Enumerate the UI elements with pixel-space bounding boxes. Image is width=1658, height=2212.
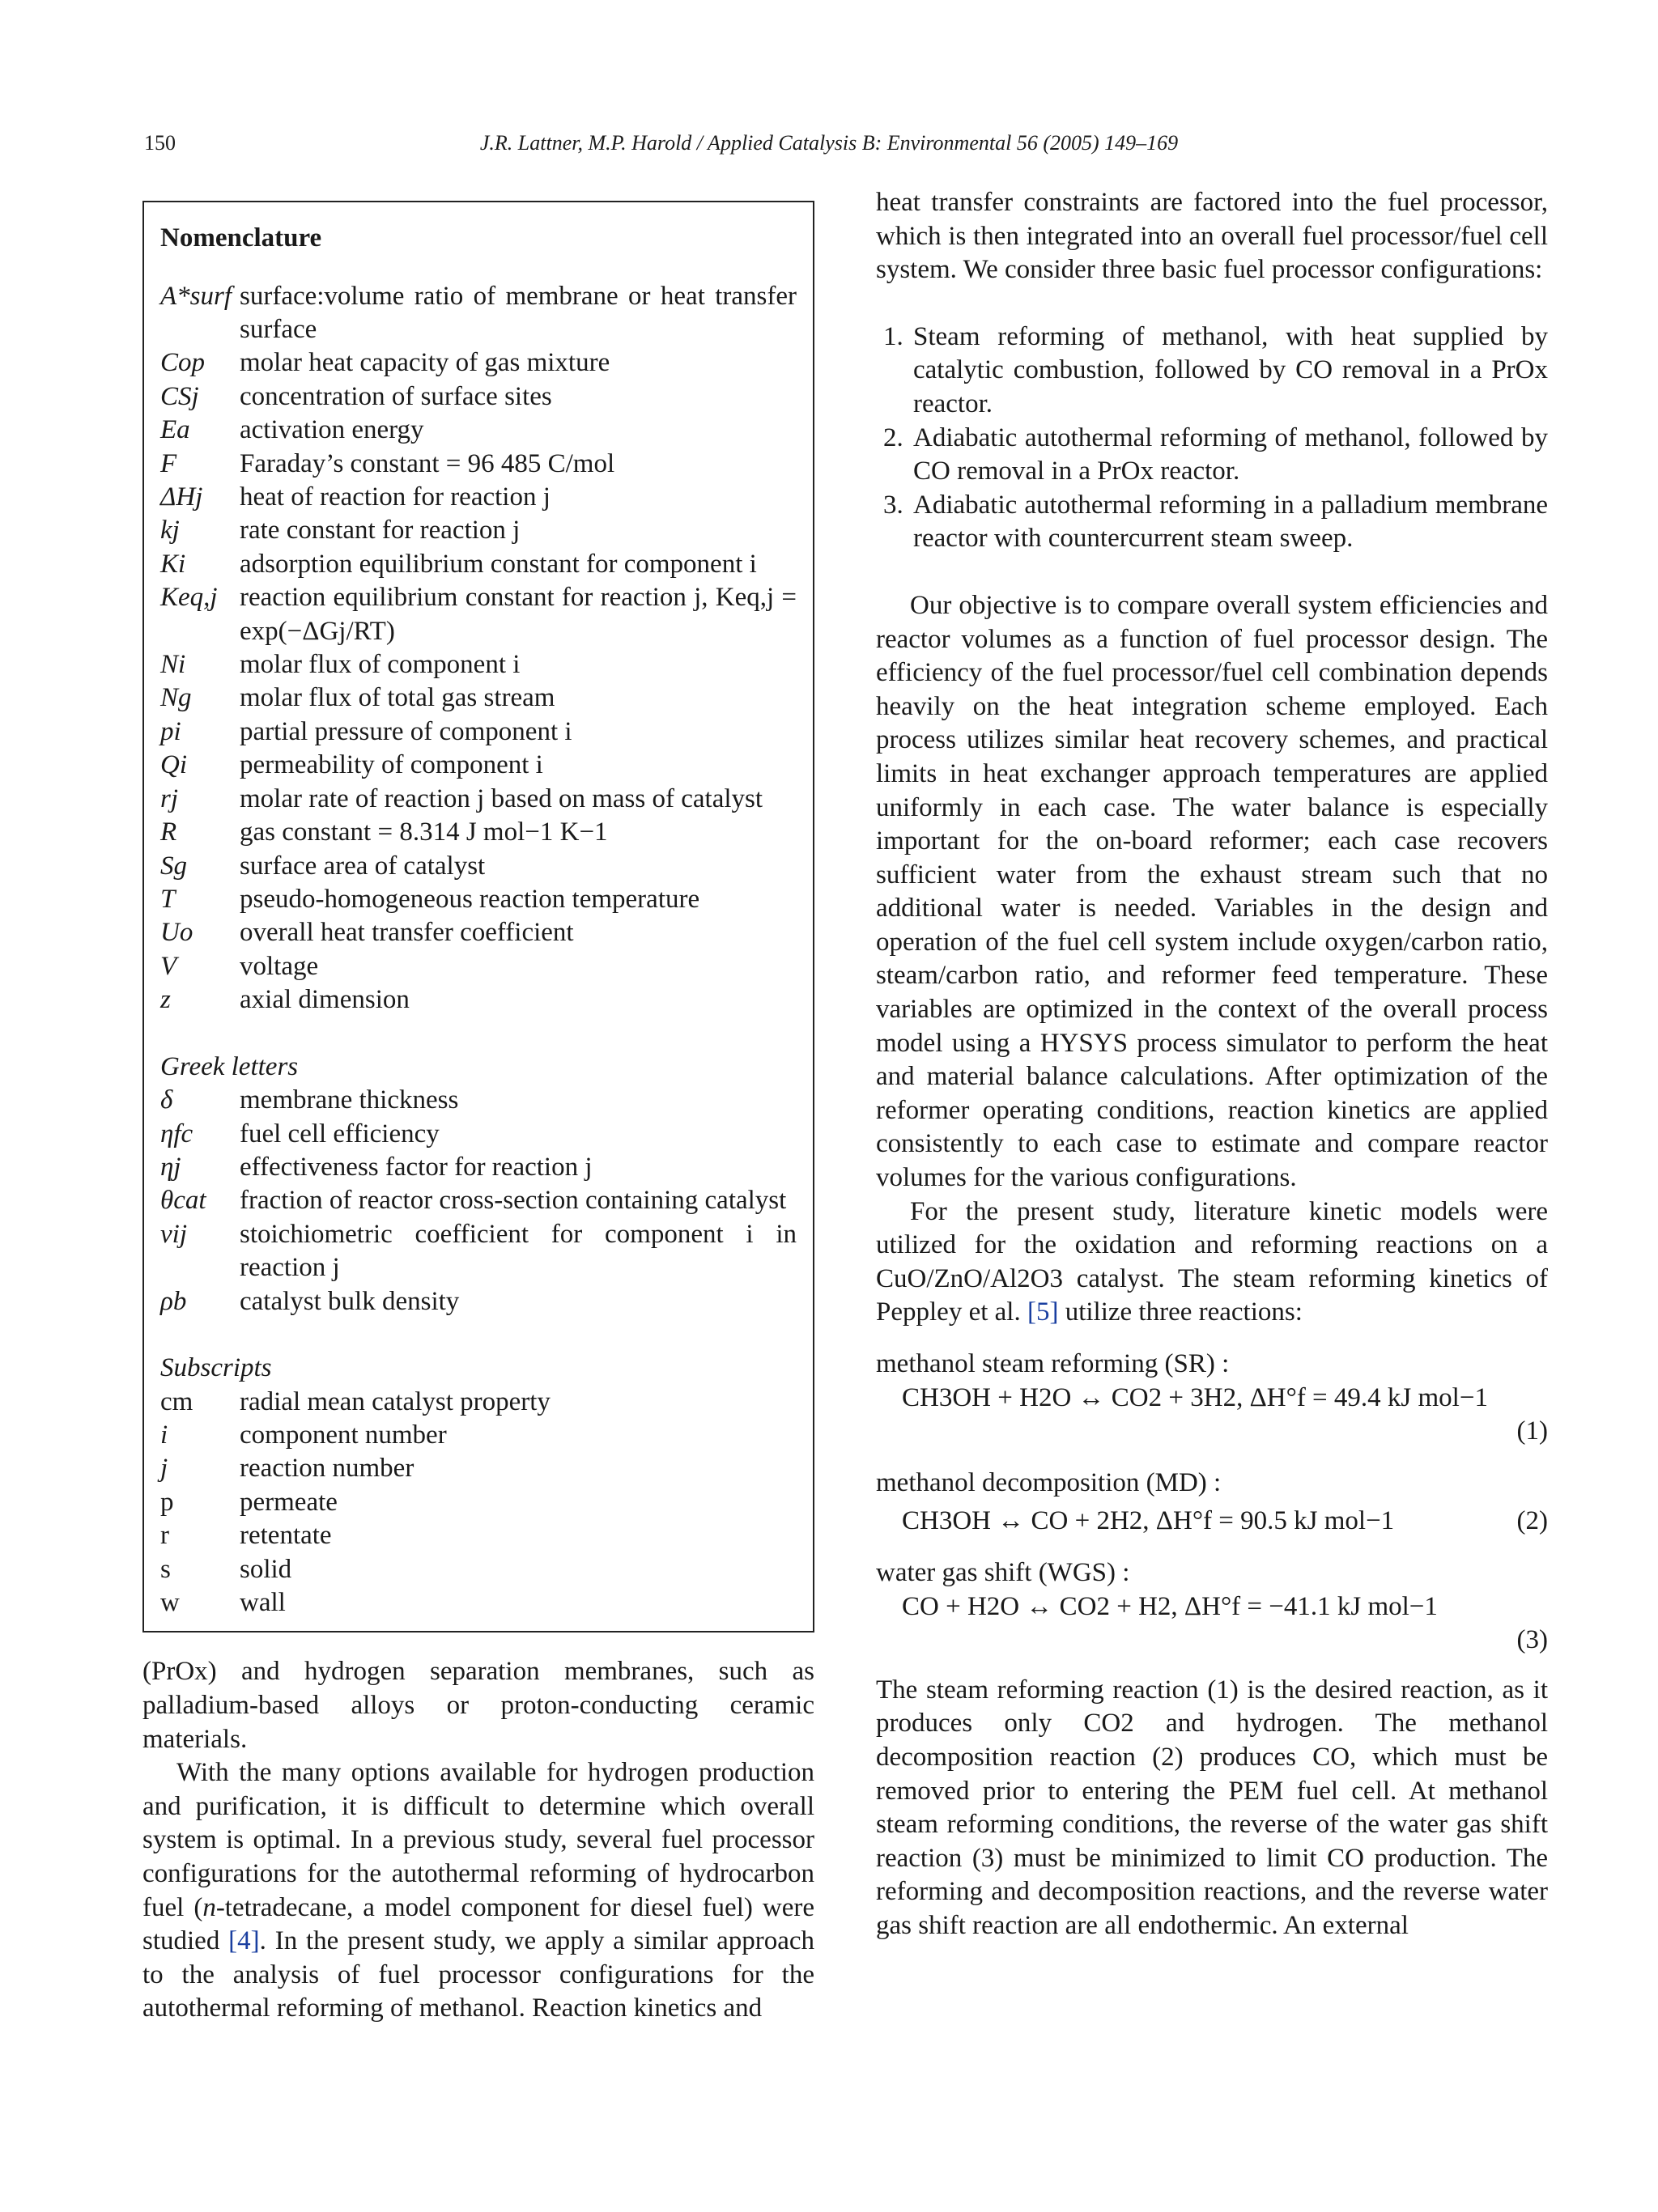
equation-block-3 (876, 1556, 1548, 1658)
nomenclature-description: wall (240, 1588, 286, 1617)
list-item: 3. Adiabatic autothermal reforming in a palladium membrane reactor with countercurrent steam sweep. (910, 489, 1548, 556)
nomenclature-description: reaction equilibrium constant for reaction j, Keq,j = exp(−ΔGj/RT) (240, 583, 797, 646)
nomenclature-description: component number (240, 1420, 447, 1450)
nomenclature-row (160, 1386, 797, 1419)
nomenclature-row (160, 548, 797, 581)
nomenclature-description: axial dimension (240, 985, 410, 1015)
paragraph: Our objective is to compare overall system efficiencies and reactor volumes as a function of fuel processor design. The efficiency of the fuel processor/fuel cell combination depends heavily on the heat integration scheme employed. Each process utilizes similar heat recovery schemes, and practical limits in heat exchanger approach temperatures are applied uniformly in each case. The water balance is especially important for the on-board reformer; each case recovers sufficient water from the exhaust stream such that no additional water is needed. Variables in the design and operation of the fuel cell system include oxygen/carbon ratio, steam/carbon ratio, and reformer feed temperature. These variables are optimized in the context of the overall process model using a HYSYS process simulator to perform the heat and material balance calculations. After optimization of the reformer operating conditions, reaction kinetics are applied consistently to each case to estimate and compare reactor volumes for the various configurations. (876, 590, 1548, 1193)
equation-label: water gas shift (WGS) : (876, 1557, 1130, 1587)
nomenclature-symbol: ρb (160, 1286, 187, 1316)
list-item: 1. Steam reforming of methanol, with heat supplied by catalytic combustion, followed by CO removal in a PrOx reactor. (910, 321, 1548, 422)
nomenclature-box (142, 201, 814, 1632)
nomenclature-description: reaction number (240, 1454, 414, 1484)
nomenclature-symbol: F (160, 448, 177, 478)
nomenclature-description: voltage (240, 951, 319, 981)
nomenclature-row (160, 850, 797, 883)
nomenclature-row (160, 280, 797, 347)
nomenclature-description: rate constant for reaction j (240, 516, 521, 546)
citation-link[interactable]: [4] (228, 1926, 260, 1956)
nomenclature-row (160, 1084, 797, 1117)
nomenclature-row (160, 581, 797, 648)
equation-block-1 (876, 1348, 1548, 1449)
nomenclature-symbol: s (160, 1554, 171, 1584)
nomenclature-symbol: T (160, 884, 176, 914)
subscripts-heading: Subscripts (160, 1352, 272, 1382)
citation-link[interactable]: [5] (1027, 1297, 1059, 1327)
nomenclature-row (160, 1184, 797, 1217)
nomenclature-symbol: z (160, 985, 171, 1015)
nomenclature-row (160, 1452, 797, 1485)
nomenclature-row (160, 514, 797, 547)
nomenclature-symbol: w (160, 1588, 180, 1617)
nomenclature-symbol: R (160, 817, 177, 847)
nomenclature-description: membrane thickness (240, 1085, 459, 1115)
nomenclature-symbol: CSj (160, 381, 199, 411)
nomenclature-description: activation energy (240, 415, 424, 445)
nomenclature-symbol: Ea (160, 415, 190, 445)
nomenclature-symbol: ηj (160, 1152, 181, 1182)
nomenclature-description: effectiveness factor for reaction j (240, 1152, 593, 1182)
nomenclature-description: retentate (240, 1521, 332, 1551)
nomenclature-symbol: Ng (160, 683, 192, 713)
nomenclature-row (160, 1218, 797, 1285)
configuration-list (876, 321, 1548, 556)
nomenclature-row (160, 346, 797, 380)
equation: CH3OH + H2O ↔ CO2 + 3H2, ΔH°f = 49.4 kJ mol−1 (902, 1382, 1488, 1412)
nomenclature-row (160, 916, 797, 949)
nomenclature-description: molar flux of total gas stream (240, 683, 555, 713)
nomenclature-list (160, 280, 797, 1017)
nomenclature-description: stoichiometric coefficient for component i in reaction j (240, 1219, 797, 1283)
equation-number: (3) (1516, 1625, 1548, 1655)
equation-label: methanol decomposition (MD) : (876, 1467, 1222, 1497)
nomenclature-symbol: i (160, 1420, 168, 1450)
left-column (142, 186, 814, 2026)
subscripts-list (160, 1386, 797, 1620)
nomenclature-row (160, 1151, 797, 1184)
nomenclature-row (160, 883, 797, 916)
equation: CO + H2O ↔ CO2 + H2, ΔH°f = −41.1 kJ mol−1 (902, 1591, 1438, 1621)
nomenclature-description: overall heat transfer coefficient (240, 918, 574, 948)
paragraph: (PrOx) and hydrogen separation membranes, such as palladium-based alloys or proton-conducting ceramic materials. (142, 1657, 814, 1754)
nomenclature-row (160, 681, 797, 715)
right-column (876, 186, 1548, 1943)
nomenclature-symbol: Sg (160, 851, 187, 881)
nomenclature-description: heat of reaction for reaction j (240, 482, 551, 512)
nomenclature-row (160, 1553, 797, 1586)
page-number: 150 (144, 131, 176, 155)
nomenclature-symbol: V (160, 951, 177, 981)
running-header: J.R. Lattner, M.P. Harold / Applied Catalysis B: Environmental 56 (2005) 149–169 (479, 131, 1179, 155)
equation-block-2 (876, 1467, 1548, 1539)
nomenclature-symbol: ηfc (160, 1119, 193, 1148)
nomenclature-description: partial pressure of component i (240, 716, 572, 746)
equation: CH3OH ↔ CO + 2H2, ΔH°f = 90.5 kJ mol−1 (902, 1506, 1395, 1536)
nomenclature-row (160, 1519, 797, 1552)
nomenclature-symbol: Uo (160, 918, 193, 948)
nomenclature-symbol: Ki (160, 549, 186, 579)
nomenclature-symbol: kj (160, 516, 180, 546)
nomenclature-row (160, 1586, 797, 1620)
nomenclature-symbol: νij (160, 1219, 187, 1249)
equation-number: (1) (1516, 1416, 1548, 1446)
nomenclature-description: molar heat capacity of gas mixture (240, 348, 610, 378)
greek-letters-list (160, 1084, 797, 1318)
equation-number: (2) (1516, 1506, 1548, 1536)
nomenclature-symbol: ΔHj (160, 482, 203, 512)
equation-label: methanol steam reforming (SR) : (876, 1349, 1230, 1378)
nomenclature-description: radial mean catalyst property (240, 1386, 551, 1416)
nomenclature-symbol: j (160, 1454, 168, 1484)
nomenclature-symbol: δ (160, 1085, 173, 1115)
nomenclature-row (160, 414, 797, 447)
nomenclature-row (160, 715, 797, 749)
nomenclature-symbol: Qi (160, 750, 187, 780)
nomenclature-row (160, 816, 797, 849)
nomenclature-row (160, 783, 797, 816)
nomenclature-title: Nomenclature (160, 223, 322, 253)
nomenclature-description: solid (240, 1554, 292, 1584)
nomenclature-row (160, 1486, 797, 1519)
nomenclature-description: permeability of component i (240, 750, 543, 780)
nomenclature-symbol: Ni (160, 650, 186, 680)
nomenclature-description: surface area of catalyst (240, 851, 486, 881)
nomenclature-row (160, 448, 797, 481)
nomenclature-symbol: pi (160, 716, 181, 746)
nomenclature-row (160, 950, 797, 983)
nomenclature-description: fraction of reactor cross-section containing catalyst (240, 1186, 787, 1216)
nomenclature-row (160, 1419, 797, 1452)
nomenclature-row (160, 380, 797, 414)
nomenclature-symbol: Cop (160, 348, 206, 378)
nomenclature-symbol: Keq,j (160, 583, 218, 613)
paragraph: With the many options available for hydrogen production and purification, it is difficult to determine which overall system is optimal. In a previous study, several fuel processor configurations for the autothermal reforming of hydrocarbon fuel (n-tetradecane, a model component for diesel fuel) were studied [4]. In the present study, we apply a similar approach to the analysis of fuel processor configurations for the autothermal reforming of methanol. Reaction kinetics and (142, 1758, 814, 2023)
nomenclature-row (160, 749, 797, 782)
greek-letters-heading: Greek letters (160, 1051, 299, 1081)
nomenclature-row (160, 983, 797, 1017)
nomenclature-description: surface:volume ratio of membrane or heat transfer surface (240, 281, 797, 344)
nomenclature-description: concentration of surface sites (240, 381, 552, 411)
paragraph: The steam reforming reaction (1) is the desired reaction, as it produces only CO2 and hydrogen. The methanol decomposition reaction (2) produces CO, which must be removed prior to entering the PEM fuel cell. At methanol steam reforming conditions, the reverse of the water gas shift reaction (3) must be minimized to limit CO production. The reforming and decomposition reactions, and the reverse water gas shift reaction are all endothermic. An external (876, 1675, 1548, 1940)
nomenclature-symbol: rj (160, 783, 179, 813)
nomenclature-row (160, 1285, 797, 1318)
nomenclature-symbol: r (160, 1521, 169, 1551)
nomenclature-description: molar flux of component i (240, 650, 521, 680)
nomenclature-description: gas constant = 8.314 J mol−1 K−1 (240, 817, 608, 847)
paragraph: heat transfer constraints are factored into the fuel processor, which is then integrated into an overall fuel processor/fuel cell system. We consider three basic fuel processor configurations: (876, 188, 1548, 285)
nomenclature-description: fuel cell efficiency (240, 1119, 440, 1148)
nomenclature-description: catalyst bulk density (240, 1286, 460, 1316)
nomenclature-row (160, 481, 797, 514)
list-item: 2. Adiabatic autothermal reforming of methanol, followed by CO removal in a PrOx reactor. (910, 422, 1548, 489)
nomenclature-symbol: θcat (160, 1186, 206, 1216)
nomenclature-description: molar rate of reaction j based on mass of catalyst (240, 783, 763, 813)
nomenclature-symbol: p (160, 1487, 174, 1517)
nomenclature-symbol: A*surf (160, 281, 232, 311)
nomenclature-description: pseudo-homogeneous reaction temperature (240, 884, 700, 914)
nomenclature-row (160, 1118, 797, 1151)
nomenclature-row (160, 648, 797, 681)
nomenclature-description: adsorption equilibrium constant for component i (240, 549, 757, 579)
nomenclature-description: permeate (240, 1487, 338, 1517)
paragraph: For the present study, literature kinetic models were utilized for the oxidation and reforming reactions on a CuO/ZnO/Al2O3 catalyst. The steam reforming kinetics of Peppley et al. [5] utilize three reactions: (876, 1196, 1548, 1327)
nomenclature-symbol: cm (160, 1386, 193, 1416)
nomenclature-description: Faraday’s constant = 96 485 C/mol (240, 448, 615, 478)
